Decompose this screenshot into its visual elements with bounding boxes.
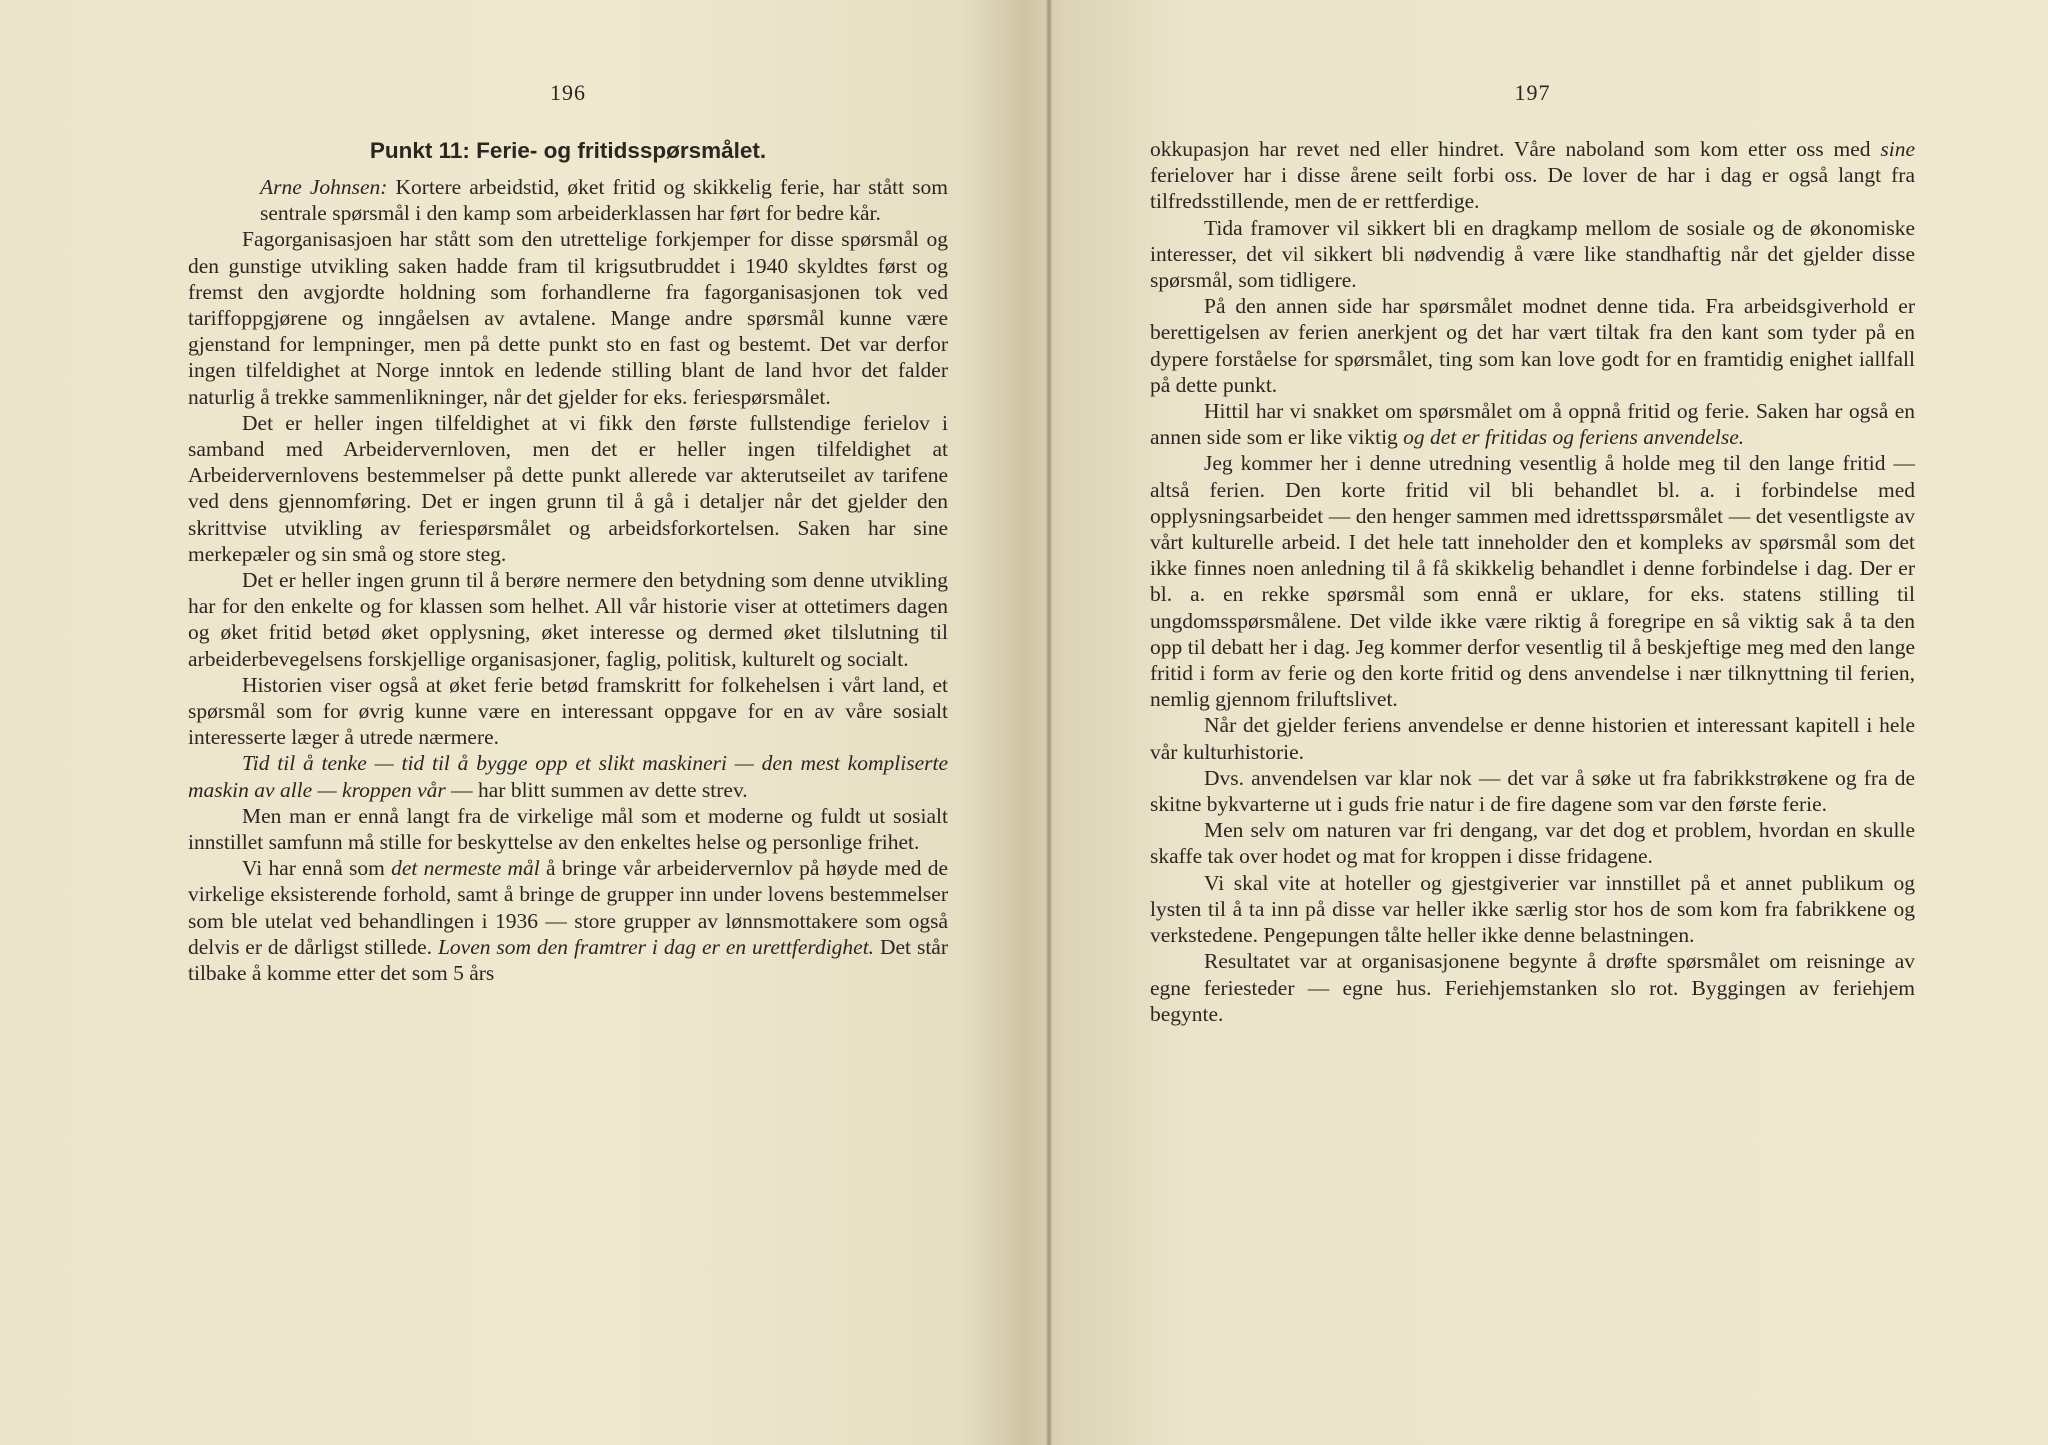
paragraph: Tida framover vil sikkert bli en dragkamp mellom de sosiale og de økonomiske interesser, det vil sikkert bli nødvendig å være like standhaftig når det gjelder disse spørsmål, som tidligere. (1150, 215, 1915, 293)
paragraph (188, 750, 948, 802)
italic-text: Loven som den framtrer i dag er en urettferdighet. (437, 934, 875, 959)
page-number: 197 (1514, 80, 1551, 105)
paragraph: Når det gjelder feriens anvendelse er denne historien et interessant kapitell i hele vår kulturhistorie. (1150, 713, 1915, 764)
paragraph: Men man er ennå langt fra de virkelige mål som et moderne og fuldt ut sosialt innstillet samfunn må stille for beskyttelse av den enkeltes helse og personlige frihet. (188, 803, 948, 855)
paragraph (188, 855, 948, 986)
left-page (188, 0, 948, 1445)
paragraph: Historien viser også at øket ferie betød framskritt for folkehelsen i vårt land, et spørsmål som for øvrig kunne være en interessant oppgave for en av våre sosialt interesserte læger å utrede nærmere. (188, 672, 948, 750)
italic-text: og det er fritidas og feriens anvendelse. (1403, 425, 1745, 450)
italic-text: sine (1880, 137, 1915, 161)
page-number: 196 (550, 80, 586, 105)
paragraph: Det er heller ingen tilfeldighet at vi fikk den første fullstendige ferielov i samband med Arbeidervernloven, men det er heller ingen tilfeldighet at Arbeidervernlovens bestemmelser på dette punkt allerede var akterutseilet av tarifene ved dens gjennomføring. Det er ingen grunn til å gå i detaljer når det gjelder den skrittvise utvikling av feriespørsmålet og arbeidsforkortelsen. Saken har sine merkepæler og sin små og store steg. (188, 410, 948, 566)
paragraph (1150, 136, 1915, 215)
paragraph-text: å bringe vår arbeidervernlov på høyde med de virkelige eksisterende forhold, samt å bringe de grupper inn under lovens bestemmelser som ble utelat ved behandlingen i 1936 — store grupper av lønnsmottakere som også delvis er de dårligst stillede. (188, 856, 948, 959)
paragraph: På den annen side har spørsmålet modnet denne tida. Fra arbeidsgiverhold er berettigelsen av ferien anerkjent og det har vært tiltak fra den kant som tyder på en dypere forståelse for spørsmålet, ting som kan love godt for en framtidig enighet iallfall på dette punkt. (1150, 294, 1915, 397)
speaker-name: Arne Johnsen: (260, 175, 388, 199)
book-gutter (1046, 0, 1052, 1445)
paragraph: Vi skal vite at hoteller og gjestgiverier var innstillet på et annet publikum og lysten til å ta inn på disse var heller ikke særlig stor hos de som kom fra fabrikkene og verkstedene. Pengepungen tålte heller ikke denne belastningen. (1150, 870, 1915, 948)
paragraph: Resultatet var at organisasjonene begynte å drøfte spørsmålet om reisninge av egne feriesteder — egne hus. Feriehjemstanken slo rot. Byggingen av feriehjem begynte. (1150, 949, 1915, 1026)
paragraph (1150, 398, 1915, 450)
italic-text: det nermeste mål (391, 856, 540, 881)
page-body (1150, 136, 1915, 1027)
paragraph-text: Det står tilbake å komme etter det som 5 års (188, 934, 948, 986)
paragraph-text: okkupasjon har revet ned eller hindret. Våre naboland som kom etter oss med (1150, 137, 1881, 161)
paragraph: Det er heller ingen grunn til å berøre nermere den betydning som denne utvikling har for den enkelte og for klassen som helhet. All vår historie viser at ottetimers dagen og øket fritid betød øket opplysning, øket interesse og dermed øket tilslutning til arbeiderbevegelsens forskjellige organisasjoner, faglig, politisk, kulturelt og socialt. (188, 568, 948, 671)
paragraph-text: Hittil har vi snakket om spørsmålet om å oppnå fritid og ferie. Saken har også en annen side som er like viktig (1150, 399, 1915, 450)
paragraph (188, 174, 948, 226)
paragraph: Men selv om naturen var fri dengang, var det dog et problem, hvordan en skulle skaffe tak over hodet og mat for kroppen i disse fridagene. (1150, 818, 1915, 869)
paragraph: Dvs. anvendelsen var klar nok — det var å søke ut fra fabrikkstrøkene og fra de skitne bykvarterne ut i guds frie natur i de fire dagene som var den første ferie. (1150, 765, 1915, 817)
paragraph: Jeg kommer her i denne utredning vesentlig å holde meg til den lange fritid — altså ferien. Den korte fritid vil bli behandlet bl. a. i forbindelse med opplysningsarbeidet — den henger sammen med idrettsspørsmålet — det vesentligste av vårt kulturelle arbeid. I det hele tatt inneholder den et kompleks av spørsmål som det ikke finnes noen anledning til å få skikkelig behandlet i denne forbindelse i dag. Der er bl. a. en rekke spørsmål som ennå er uklare, for eks. statens stilling til ungdomsspørsmålene. Det vilde ikke være riktig å foregripe en så viktig sak å ta den opp til debatt her i dag. Jeg kommer derfor vesentlig til å beskjeftige meg med den lange fritid i form av ferie og den korte fritid og dens anvendelse i nær tilknyttning til ferien, nemlig gjennom friluftslivet. (1150, 451, 1915, 712)
page-body (188, 136, 948, 986)
italic-text: Tid til å tenke — tid til å bygge opp et slikt maskineri — den mest kompliserte maskin av alle — kroppen vår (188, 751, 948, 802)
paragraph-text: Kortere arbeidstid, øket fritid og skikkelig ferie, har stått som sentrale spørsmål i den kamp som arbeiderklassen har ført for bedre kår. (260, 175, 949, 226)
paragraph-text: — har blitt summen av dette strev. (445, 777, 748, 802)
paragraph-text: Vi har ennå som (242, 856, 392, 881)
paragraph-text: ferielover har i disse årene seilt forbi oss. De lover de har i dag er også langt fra tilfredsstillende, men de er rettferdige. (1150, 163, 1915, 214)
section-heading: Punkt 11: Ferie- og fritidsspørsmålet. (369, 138, 767, 163)
right-page (1150, 0, 1915, 1445)
paragraph: Fagorganisasjoen har stått som den utrettelige forkjemper for disse spørsmål og den gunstige utvikling saken hadde fram til krigsutbruddet i 1940 skyldtes først og fremst den avgjordte holdning som forhandlerne fra fagorganisasjonen tok ved tariffoppgjørene og inngåelsen av avtalene. Mange andre spørsmål kunne være gjenstand for lempninger, men på dette punkt sto en fast og bestemt. Det var derfor ingen tilfeldighet at Norge inntok en ledende stilling blant de land hvor det falder naturlig å trekke sammenlikninger, når det gjelder for eks. feriespørsmålet. (188, 227, 948, 409)
